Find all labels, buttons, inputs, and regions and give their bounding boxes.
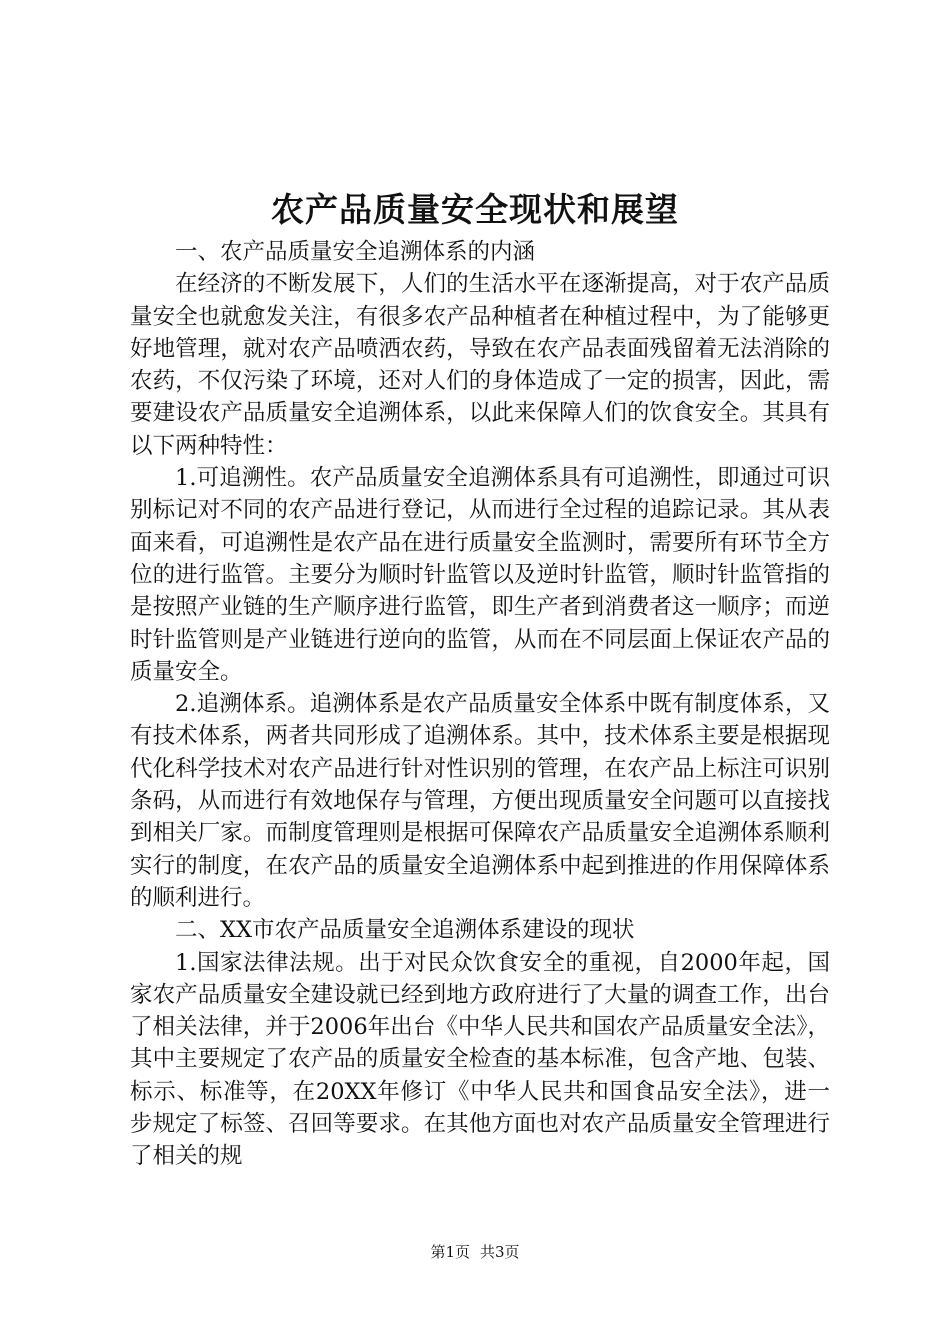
section-heading-2: 二、XX市农产品质量安全追溯体系建设的现状 xyxy=(175,917,635,944)
document-body xyxy=(130,236,830,1173)
paragraph: 2.追溯体系。追溯体系是农产品质量安全体系中既有制度体系，又有技术体系，两者共同形成了追溯体系。其中，技术体系主要是根据现代化科学技术对农产品进行针对性识别的管理，在农产品上标注可识别条码，从而进行有效地保存与管理，方便出现质量安全问题可以直接找到相关厂家。而制度管理则是根据可保障农产品质量安全追溯体系顺利实行的制度，在农产品的质量安全追溯体系中起到推进的作用保障体系的顺利进行。 xyxy=(130,691,830,911)
document-title: 农产品质量安全现状和展望 xyxy=(271,190,679,229)
paragraph: 1.可追溯性。农产品质量安全追溯体系具有可追溯性，即通过可识别标记对不同的农产品进行登记，从而进行全过程的追踪记录。其从表面来看，可追溯性是农产品在进行质量安全监测时，需要所有环节全方位的进行监管。主要分为顺时针监管以及逆时针监管，顺时针监管指的是按照产业链的生产顺序进行监管，即生产者到消费者这一顺序；而逆时针监管则是产业链进行逆向的监管，从而在不同层面上保证农产品的质量安全。 xyxy=(130,465,830,685)
paragraph: 1.国家法律法规。出于对民众饮食安全的重视，自2000年起，国家农产品质量安全建设就已经到地方政府进行了大量的调查工作，出台了相关法律，并于2006年出台《中华人民共和国农产品质量安全法》，其中主要规定了农产品的质量安全检查的基本标准，包含产地、包装、标示、标准等，在20XX年修订《中华人民共和国食品安全法》，进一步规定了标签、召回等要求。在其他方面也对农产品质量安全管理进行了相关的规 xyxy=(130,949,830,1170)
page-total: 共3页 xyxy=(480,1243,520,1261)
paragraph: 在经济的不断发展下，人们的生活水平在逐渐提高，对于农产品质量安全也就愈发关注，有很多农产品种植者在种植过程中，为了能够更好地管理，就对农产品喷洒农药，导致在农产品表面残留着无法消除的农药，不仅污染了环境，还对人们的身体造成了一定的损害，因此，需要建设农产品质量安全追溯体系，以此来保障人们的饮食安全。其具有以下两种特性： xyxy=(130,271,830,459)
page-number: 第1页 xyxy=(430,1243,470,1261)
section-heading-1: 一、农产品质量安全追溯体系的内涵 xyxy=(175,239,536,265)
page-footer xyxy=(0,1242,950,1262)
